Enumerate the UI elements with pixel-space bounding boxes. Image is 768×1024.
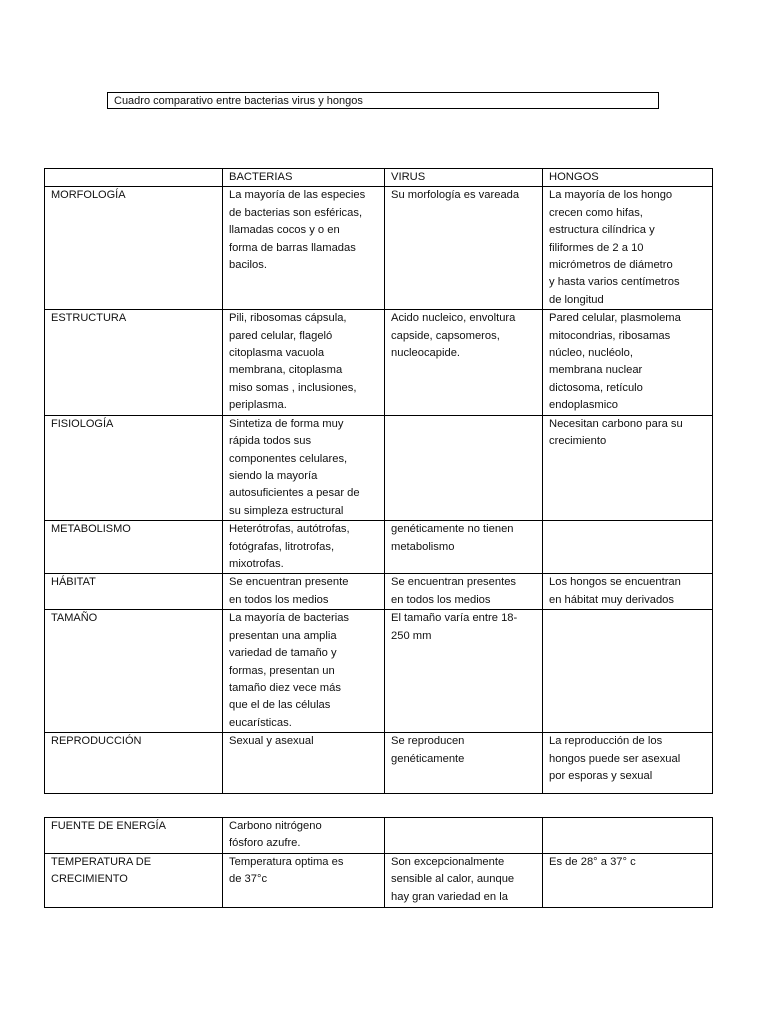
table-cell: Es de 28° a 37° c — [543, 853, 713, 907]
table-cell: Pared celular, plasmolema mitocondrias, ribosamas núcleo, nucléolo, membrana nuclear dictosoma, retículo endoplasmico — [543, 310, 713, 415]
header-cell-bacterias: BACTERIAS — [223, 169, 385, 187]
table-cell: La reproducción de los hongos puede ser asexual por esporas y sexual — [543, 733, 713, 794]
table-cell — [543, 818, 713, 854]
row-label: REPRODUCCIÓN — [45, 733, 223, 794]
comparison-table — [44, 168, 713, 794]
table-cell — [385, 818, 543, 854]
row-label: HÁBITAT — [45, 574, 223, 610]
table-cell: Carbono nitrógeno fósforo azufre. — [223, 818, 385, 854]
document-title: Cuadro comparativo entre bacterias virus y hongos — [107, 92, 659, 109]
table-cell: Necesitan carbono para su crecimiento — [543, 415, 713, 520]
row-label: ESTRUCTURA — [45, 310, 223, 415]
row-label: MORFOLOGÍA — [45, 187, 223, 310]
table-row — [45, 415, 713, 520]
row-label: METABOLISMO — [45, 521, 223, 574]
table-row — [45, 853, 713, 907]
table-cell: Son excepcionalmente sensible al calor, aunque hay gran variedad en la — [385, 853, 543, 907]
table-cell: Temperatura optima es de 37°c — [223, 853, 385, 907]
row-label: TEMPERATURA DE CRECIMIENTO — [45, 853, 223, 907]
table-cell: Acido nucleico, envoltura capside, capsomeros, nucleocapide. — [385, 310, 543, 415]
table-row — [45, 187, 713, 310]
table-cell: Se encuentran presente en todos los medios — [223, 574, 385, 610]
row-label: TAMAÑO — [45, 610, 223, 733]
header-cell-virus: VIRUS — [385, 169, 543, 187]
table-cell: Sexual y asexual — [223, 733, 385, 794]
table-cell: Pili, ribosomas cápsula, pared celular, flageló citoplasma vacuola membrana, citoplasma miso somas , inclusiones, periplasma. — [223, 310, 385, 415]
table-cell: Se encuentran presentes en todos los medios — [385, 574, 543, 610]
table-cell: Se reproducen genéticamente — [385, 733, 543, 794]
table-cell: La mayoría de las especies de bacterias son esféricas, llamadas cocos y o en forma de barras llamadas bacilos. — [223, 187, 385, 310]
header-row — [45, 169, 713, 187]
table-cell — [543, 521, 713, 574]
table-row — [45, 521, 713, 574]
table-row — [45, 310, 713, 415]
table-row — [45, 818, 713, 854]
table-cell: Sintetiza de forma muy rápida todos sus componentes celulares, siendo la mayoría autosuficientes a pesar de su simpleza estructural — [223, 415, 385, 520]
table-cell: Heterótrofas, autótrofas, fotógrafas, litrotrofas, mixotrofas. — [223, 521, 385, 574]
row-label: FISIOLOGÍA — [45, 415, 223, 520]
table-cell — [543, 610, 713, 733]
table-cell: Los hongos se encuentran en hábitat muy derivados — [543, 574, 713, 610]
table-row — [45, 610, 713, 733]
table-cell: genéticamente no tienen metabolismo — [385, 521, 543, 574]
table-cell: El tamaño varía entre 18- 250 mm — [385, 610, 543, 733]
row-label: FUENTE DE ENERGÍA — [45, 818, 223, 854]
table-cell: Su morfología es vareada — [385, 187, 543, 310]
table-row — [45, 574, 713, 610]
header-cell-empty — [45, 169, 223, 187]
comparison-table-continued — [44, 817, 713, 908]
table-cell — [385, 415, 543, 520]
table-cell: La mayoría de los hongo crecen como hifas, estructura cilíndrica y filiformes de 2 a 10 micrómetros de diámetro y hasta varios centímetros de longitud — [543, 187, 713, 310]
table-cell: La mayoría de bacterias presentan una amplia variedad de tamaño y formas, presentan un tamaño diez vece más que el de las células eucarísticas. — [223, 610, 385, 733]
header-cell-hongos: HONGOS — [543, 169, 713, 187]
table-row — [45, 733, 713, 794]
